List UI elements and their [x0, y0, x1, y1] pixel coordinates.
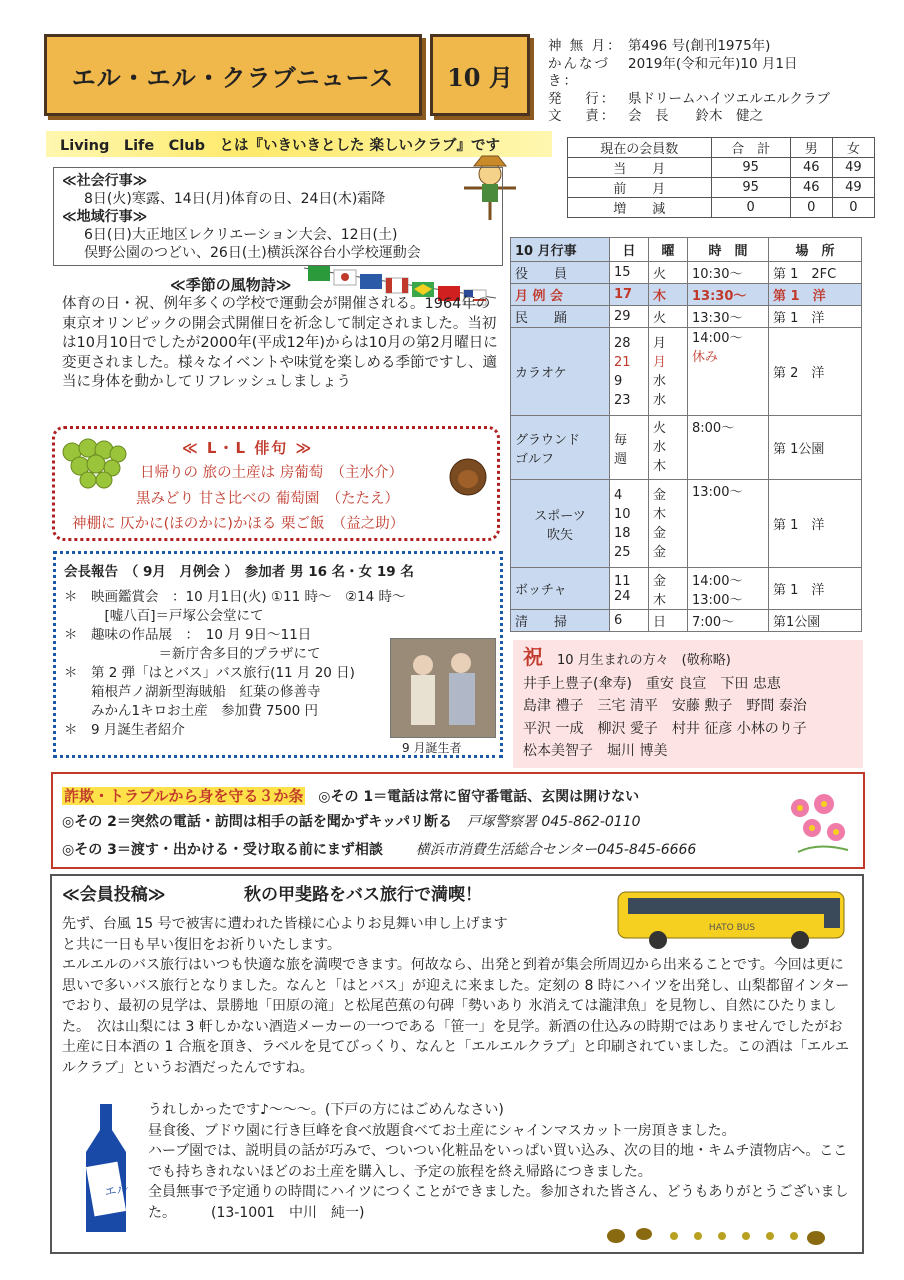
sched-time: 13:30～ [688, 306, 769, 328]
issue-month: 10 月 [430, 34, 530, 116]
bottle-label: エル [103, 1181, 130, 1200]
sched-time: 10:30～ [688, 262, 769, 284]
members-cell: 46 [790, 178, 832, 198]
sched-head: 10 月行事 [511, 238, 610, 262]
post-paragraph: エルエルのバス旅行はいつも快適な旅を満喫できます。何故なら、出発と到着が集会所周辺から出来ることです。今回は更に思いで多いバス旅行となりました。なんと「はとバス」が迎えに来ました。定刻の 8 時にハイツを出発し、山梨都留インターでおり、最初の見学は、景勝地「田原の滝」と松尾芭蕉の句碑「勢いあり 氷消えては瀧津魚」を見物し、自然にひたりました。 次は山梨には 3 軒しかない酒造メーカーの一つである「笹一」を見学。新酒の仕込みの時期ではありませんでしたがお土産に日本酒の 1 合瓶を頂き、ラベルを見てびっくり、なんと「エルエルクラブ」と印刷されていました。この酒は「エルエルクラブ」というお酒だったんですね。 [62, 957, 850, 1076]
sched-day: 週 [614, 451, 628, 467]
sched-time: 8:00～ [688, 416, 769, 480]
season-heading: ≪季節の風物詩≫ [170, 276, 292, 294]
haiku-line: 日帰りの 旅の土産は 房葡萄 （主水介） [140, 465, 403, 481]
sched-wd: 月 [653, 354, 667, 370]
police-phone: 戸塚警察署 045-862-0110 [466, 814, 641, 830]
sched-head: 時 間 [688, 238, 769, 262]
report-item: ＊ 9 月誕生者紹介 [64, 722, 185, 738]
sched-wd: 木 [653, 459, 667, 474]
chestnut-icon [445, 455, 491, 497]
sched-day: 10 [614, 506, 631, 522]
members-head: 女 [832, 138, 874, 158]
sched-name: 吹矢 [546, 527, 573, 543]
haiku-heading: ≪ L・L 俳句 ≫ [182, 439, 314, 457]
sched-name: ゴルフ [515, 451, 555, 467]
sched-name: 民 踊 [511, 306, 610, 328]
sched-name: ボッチャ [511, 568, 610, 610]
members-cell: 増 減 [568, 198, 712, 218]
post-heading: ≪会員投稿≫ [62, 885, 166, 905]
sched-day: 29 [610, 306, 649, 328]
social-events: 8日(火)寒露、14日(月)体育の日、24日(木)霜降 [84, 191, 386, 207]
sched-wd: 木 [653, 592, 667, 608]
report-item: みかん1キロお土産 参加費 7500 円 [64, 703, 319, 719]
report-item: ＊ 映画鑑賞会 ：10 月1日(火) ①11 時～ ②14 時～ [64, 589, 406, 605]
sched-day: 17 [610, 284, 649, 306]
pub-key: 発 行： [548, 90, 617, 107]
birthday-names: 平沢 一成 柳沢 愛子 村井 征彦 小林のり子 [523, 720, 807, 737]
membership-table [567, 137, 875, 218]
sched-name: 役 員 [511, 262, 610, 284]
sched-place: 第 1 2FC [769, 262, 862, 284]
sched-day: 6 [610, 610, 649, 632]
sched-day: 4 [614, 487, 623, 503]
events-box [53, 167, 503, 266]
members-cell: 49 [832, 178, 874, 198]
sched-wd: 金 [653, 544, 667, 560]
members-head: 現在の会員数 [568, 138, 712, 158]
sched-day: 21 [614, 354, 631, 370]
sched-head: 日 [610, 238, 649, 262]
season-text: 体育の日・祝、例年多くの学校で運動会が開催される。1964年の東京オリンピックの開会式開催日を祈念して制定されました。当初は10月10日でしたが2000年(平成12年)からは10月の第2月曜日に変更されました。様々なイベントや味覚を楽しめる季節ですし、適当に身体を動かしてリフレッシュしましょう [62, 296, 498, 390]
members-head: 男 [790, 138, 832, 158]
sched-wd: 金 [653, 525, 667, 541]
local-events-2: 俣野公園のつどい、26日(土)横浜深谷台小学校運動会 [84, 245, 421, 261]
report-item: 箱根芦ノ湖新型海賊船 紅葉の修善寺 [64, 684, 321, 700]
sched-place: 第 1 洋 [769, 568, 862, 610]
sched-time: 13:30～ [688, 284, 769, 306]
birthday-photo [390, 638, 496, 738]
sched-place: 第1公園 [769, 610, 862, 632]
sched-wd: 木 [649, 284, 688, 306]
birthday-subheading: 10 月生まれの方々 (敬称略) [557, 653, 731, 668]
pub-value: 県ドリームハイツエルエルクラブ [628, 90, 830, 107]
post-body [62, 914, 854, 1078]
birthday-names: 松本美智子 堀川 博美 [523, 743, 668, 759]
sched-time: 14:00～ [692, 573, 743, 589]
sched-time-off: 休み [692, 350, 719, 365]
post-body-cont [148, 1100, 854, 1223]
sched-place: 第 1 洋 [769, 306, 862, 328]
post-paragraph: 先ず、台風 15 号で被害に遭われた皆様に心よりお見舞い申し上げます [62, 916, 508, 932]
sched-place: 第 1 洋 [769, 284, 862, 306]
sched-wd: 水 [653, 392, 667, 408]
pub-value: 2019年(令和元年)10 月1日 [628, 55, 798, 72]
birthday-names: 島津 禮子 三宅 清平 安藤 勲子 野間 泰治 [523, 698, 807, 714]
newsletter-title: エル・エル・クラブニュース [44, 34, 422, 116]
scam-rule-2: ◎その 2＝突然の電話・訪問は相手の話を聞かずキッパリ断る [62, 814, 452, 830]
sched-day: 15 [610, 262, 649, 284]
members-cell: 46 [790, 158, 832, 178]
sched-head: 曜 [649, 238, 688, 262]
grapes-icon [58, 432, 130, 494]
sched-day: 9 [614, 373, 623, 389]
pub-value: 第496 号(創刊1975年) [628, 38, 771, 54]
sched-day: 11 [614, 573, 631, 589]
consumer-center-phone: 横浜市消費生活総合センター045-845-6666 [415, 842, 697, 858]
local-events-1: 6日(日)大正地区レクリエーション大会、12日(土) [84, 227, 398, 243]
report-item: [嘘八百]＝戸塚公会堂にて [64, 608, 264, 624]
members-cell: 前 月 [568, 178, 712, 198]
report-item: ＝新庁舎多目的プラザにて [64, 646, 321, 662]
report-heading: 会長報告 （ 9月 月例会 ） 参加者 男 16 名・女 19 名 [64, 564, 414, 580]
cosmos-flowers-icon [778, 782, 858, 862]
pub-value: 会 長 鈴木 健之 [628, 108, 763, 124]
members-cell: 95 [711, 178, 790, 198]
sched-day: 18 [614, 525, 631, 541]
post-paragraph: うれしかったです♪～～～。(下戸の方にはごめんなさい) [148, 1102, 504, 1118]
haiku-line: 神棚に 仄かに(ほのかに)かほる 栗ご飯 （益之助） [72, 516, 405, 532]
post-title: 秋の甲斐路をバス旅行で満喫！ [244, 885, 482, 905]
sched-time: 13:00～ [692, 592, 743, 608]
sched-day: 28 [614, 335, 631, 351]
report-item: ＊ 趣味の作品展 ： 10 月 9日～11日 [64, 627, 312, 643]
sched-name: グラウンド [515, 432, 581, 448]
sched-wd: 金 [653, 487, 667, 503]
photo-caption: 9 月誕生者 [402, 741, 462, 755]
post-paragraph: ハーブ園では、説明員の話が巧みで、ついつい化粧品をいっぱい買い込み、次の目的地・キムチ漬物店へ。ここでも持ちきれないほどのお土産を購入し、予定の旅程を終え帰路につきました。 [148, 1143, 848, 1180]
birthday-list [523, 646, 863, 763]
post-paragraph: 全員無事で予定通りの時間にハイツにつくことができました。参加された皆さん、どうもありがとうございました。 (13-1001 中川 純一) [148, 1184, 849, 1221]
report-item: ＊ 第 2 弾「はとバス」バス旅行(11 月 20 日) [64, 665, 355, 681]
sched-name: カラオケ [511, 328, 610, 416]
sched-day: 24 [614, 588, 631, 604]
sched-time: 13:00～ [688, 480, 769, 568]
local-events-heading: ≪地域行事≫ [62, 209, 148, 225]
sched-head: 場 所 [769, 238, 862, 262]
sched-day: 23 [614, 392, 631, 408]
sched-time: 7:00～ [688, 610, 769, 632]
sake-bottle-icon [74, 1100, 138, 1240]
members-cell: 49 [832, 158, 874, 178]
celebration-heading: 祝 [523, 645, 543, 669]
sched-name: 清 掃 [511, 610, 610, 632]
sched-wd: 水 [653, 440, 667, 455]
sched-time: 14:00～ [692, 331, 743, 346]
sched-place: 第 1 洋 [769, 480, 862, 568]
members-cell: 0 [790, 198, 832, 218]
scam-title: 詐欺・トラブルから身を守る３か条 [64, 787, 304, 805]
members-cell: 0 [832, 198, 874, 218]
sched-day: 毎 [614, 432, 628, 448]
sched-wd: 日 [649, 610, 688, 632]
scam-rule-1: ◎その 1＝電話は常に留守番電話、玄関は開けない [318, 789, 640, 805]
members-cell: 0 [711, 198, 790, 218]
sched-day: 25 [614, 544, 631, 560]
pub-key: かんなづき： [548, 55, 610, 89]
members-cell: 95 [711, 158, 790, 178]
pub-key: 文 責： [548, 108, 617, 124]
sched-wd: 水 [653, 373, 667, 389]
sched-place: 第 1公園 [769, 416, 862, 480]
pub-key: 神 無 月： [548, 38, 623, 54]
scam-rule-3: ◎その 3＝渡す・出かける・受け取る前にまず相談 [62, 842, 383, 858]
sched-wd: 金 [653, 573, 667, 589]
sched-wd: 火 [653, 421, 667, 436]
members-head: 合 計 [711, 138, 790, 158]
sched-wd: 木 [653, 506, 667, 522]
post-paragraph: と共に一日も早い復旧をお祈りいたします。 [62, 936, 341, 953]
sched-name: 月 例 会 [511, 284, 610, 306]
haiku-line: 黒みどり 甘さ比べの 葡萄園 （たたえ） [136, 491, 399, 507]
sched-wd: 火 [649, 262, 688, 284]
sched-wd: 月 [653, 335, 667, 351]
october-schedule-table [510, 237, 862, 632]
post-paragraph: 昼食後、ブドウ園に行き巨峰を食べ放題食べてお土産にシャインマスカット一房頂きました。 [148, 1122, 736, 1139]
chestnuts-border-icon [604, 1220, 844, 1250]
sched-wd: 火 [649, 306, 688, 328]
members-cell: 当 月 [568, 158, 712, 178]
club-motto-banner: Living Life Club とは『いきいきとした 楽しいクラブ』です [46, 131, 552, 157]
social-events-heading: ≪社会行事≫ [62, 173, 148, 189]
birthday-names: 井手上豊子(傘寿) 重安 良宣 下田 忠恵 [523, 675, 781, 692]
publication-info [548, 38, 888, 126]
sched-place: 第 2 洋 [769, 328, 862, 416]
sched-name: スポーツ [534, 508, 586, 524]
bus-label: HATO BUS [708, 923, 756, 933]
